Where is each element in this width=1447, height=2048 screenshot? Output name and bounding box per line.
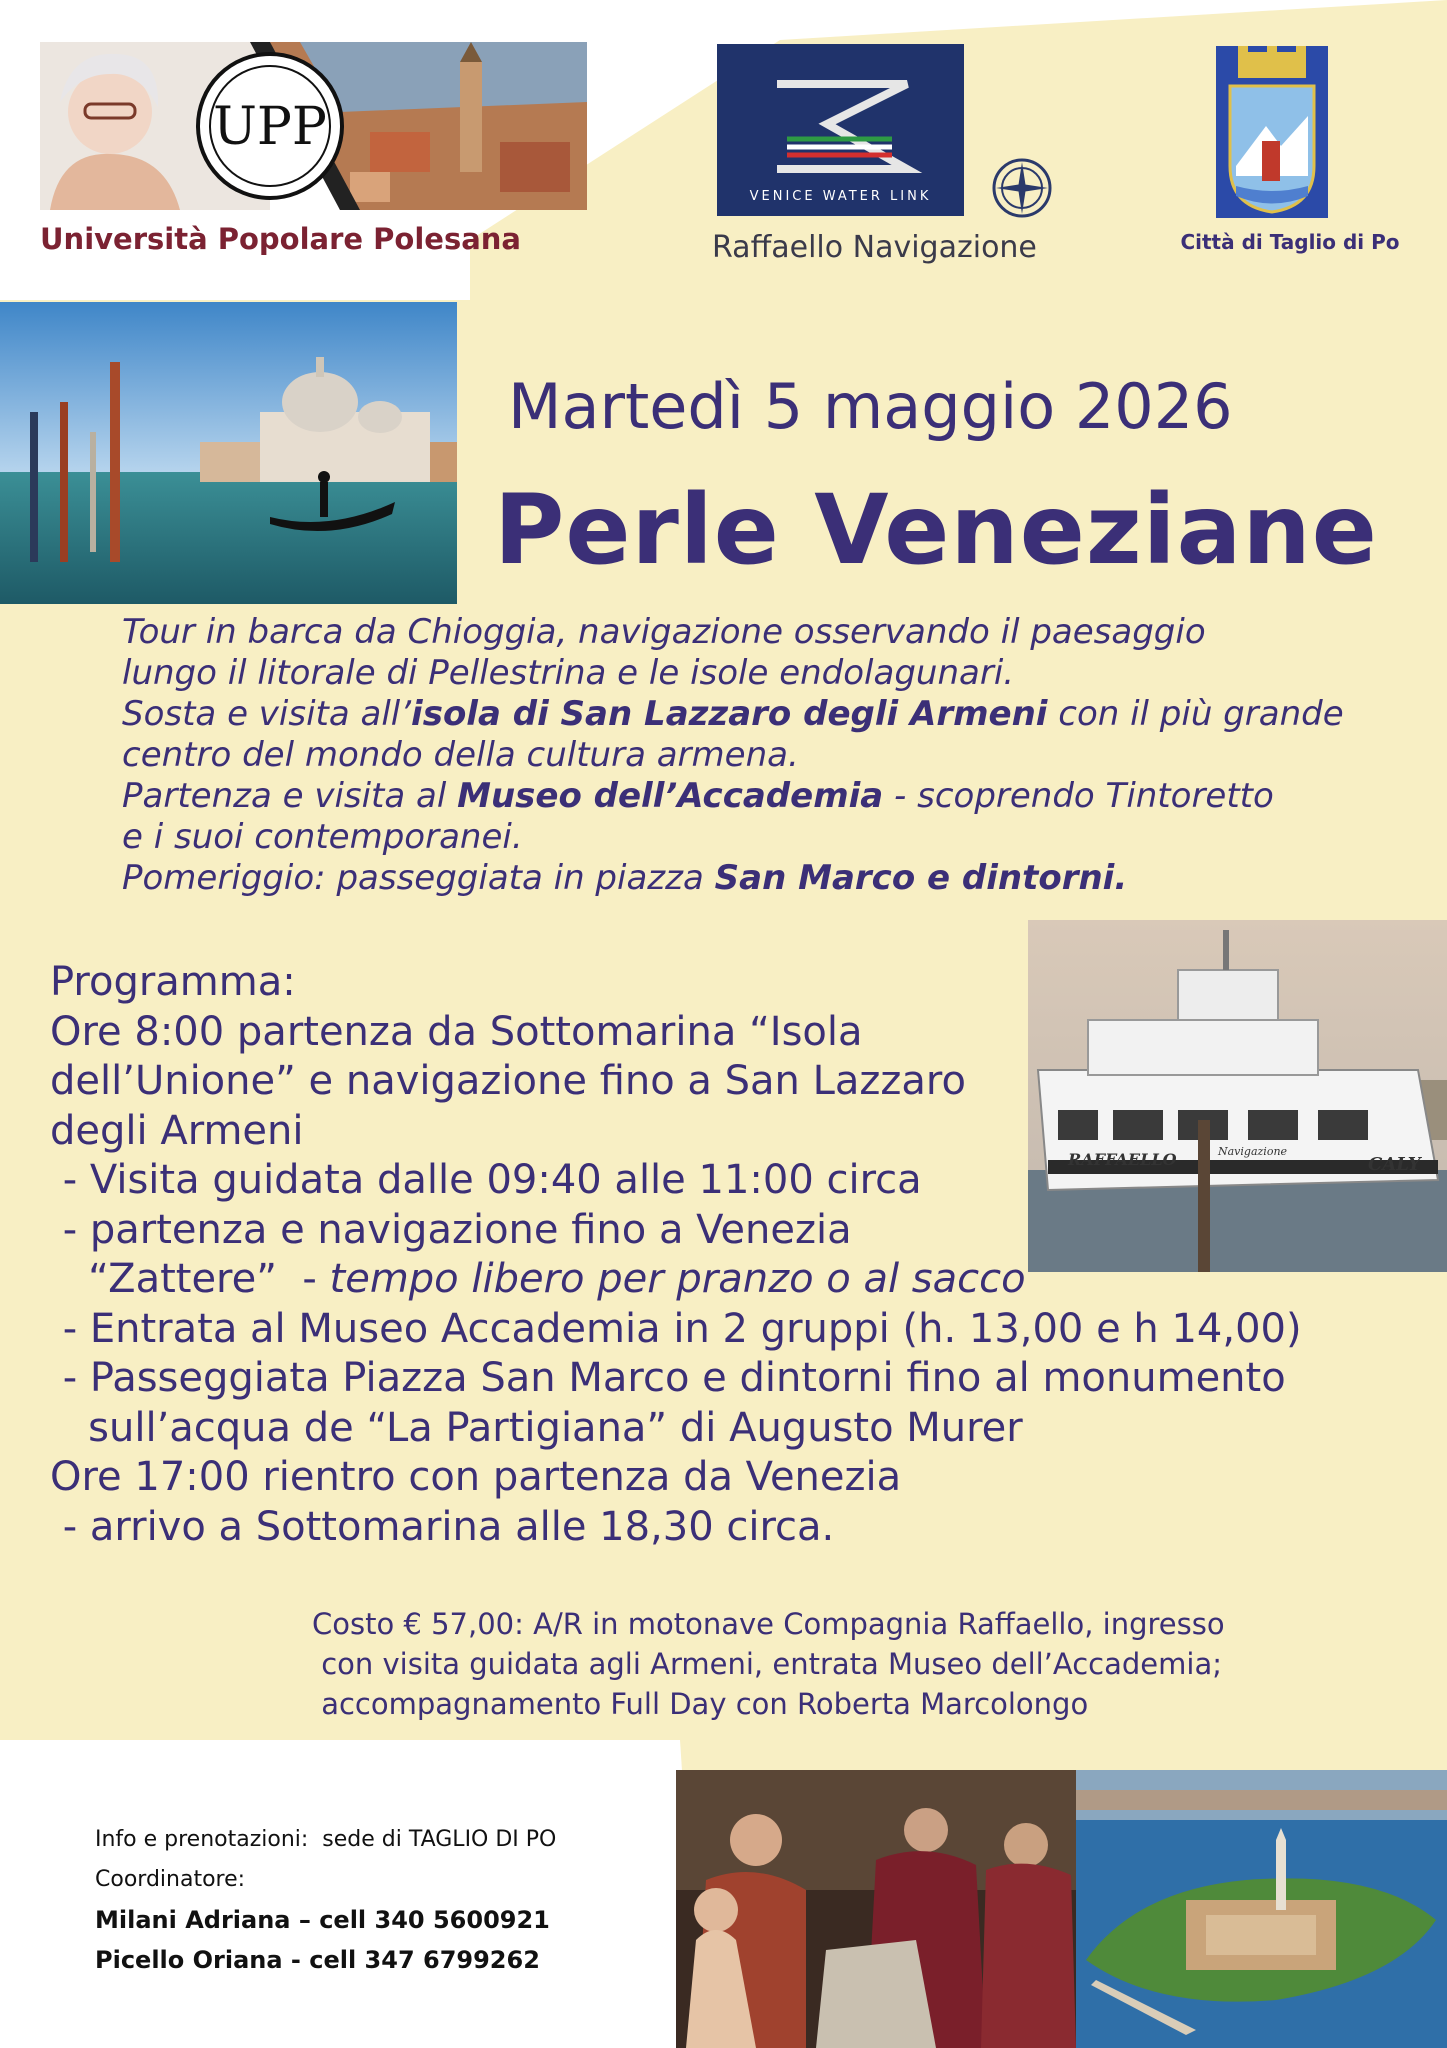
programma-line: - arrivo a Sottomarina alle 18,30 circa. [50, 1503, 835, 1550]
programma-line: - Entrata al Museo Accademia in 2 gruppi (h. 13,00 e h 14,00) [50, 1305, 1302, 1352]
intro-description [122, 612, 1422, 899]
cost-line: Costo € 57,00: A/R in motonave Compagnia Raffaello, ingresso [312, 1607, 1225, 1641]
programma-line: degli Armeni [50, 1107, 304, 1154]
coordinator-label: Coordinatore: [95, 1867, 246, 1892]
intro-line: Tour in barca da Chioggia, navigazione osservando il paesaggio [122, 612, 1206, 652]
programma-line: dell’Unione” e navigazione fino a San Lazzaro [50, 1058, 966, 1104]
intro-line: lungo il litorale di Pellestrina e le isole endolagunari. [122, 653, 1015, 693]
contact-milani: Milani Adriana – cell 340 5600921 [95, 1906, 550, 1934]
taglio-caption: Città di Taglio di Po [1180, 230, 1400, 254]
intro-line: centro del mondo della cultura armena. [122, 735, 799, 775]
programma-line: “Zattere” - tempo libero per pranzo o al sacco [50, 1256, 1026, 1302]
raffaello-caption: Raffaello Navigazione [712, 230, 1037, 265]
boat-navigazione-text: Navigazione [1218, 1145, 1288, 1158]
event-title: Perle Veneziane [494, 474, 1378, 586]
intro-line: e i suoi contemporanei. [122, 817, 523, 857]
cost-line: con visita guidata agli Armeni, entrata Museo dell’Accademia; [312, 1647, 1222, 1681]
intro-line: Sosta e visita all’isola di San Lazzaro degli Armeni con il più grande [122, 694, 1344, 734]
san-lazzaro-island-photo [1076, 1770, 1447, 2048]
tintoretto-painting-photo [676, 1770, 1076, 2048]
programma-section [50, 958, 1430, 1552]
upp-header-image [40, 42, 587, 210]
venice-water-link-logo [717, 44, 964, 216]
programma-line: - partenza e navigazione fino a Venezia [50, 1206, 852, 1253]
boat-caly-text: CALY [1368, 1154, 1421, 1175]
info-contacts [95, 1820, 675, 1980]
programma-line: - Passeggiata Piazza San Marco e dintorni fino al monumento [50, 1355, 1286, 1401]
programma-line: sull’acqua de “La Partigiana” di Augusto Murer [50, 1404, 1023, 1451]
taglio-di-po-crest [1216, 46, 1328, 218]
intro-line: Pomeriggio: passeggiata in piazza San Marco e dintorni. [122, 858, 1128, 898]
cost-line: accompagnamento Full Day con Roberta Marcolongo [312, 1687, 1089, 1721]
programma-line: - Visita guidata dalle 09:40 alle 11:00 circa [50, 1157, 922, 1203]
event-date: Martedì 5 maggio 2026 [508, 370, 1233, 443]
info-line: Info e prenotazioni: sede di TAGLIO DI PO [95, 1827, 557, 1852]
upp-caption: Università Popolare Polesana [40, 222, 522, 256]
cost-details [312, 1604, 1412, 1724]
programma-line: Ore 17:00 rientro con partenza da Venezia [50, 1454, 902, 1500]
boat-name-text: RAFFAELLO [1068, 1150, 1177, 1169]
venice-water-link-text: VENICE WATER LINK [749, 189, 932, 204]
upp-seal-letters: UPP [213, 97, 327, 157]
venice-santa-maria-salute-photo [0, 302, 457, 604]
contact-picello: Picello Oriana - cell 347 6799262 [95, 1946, 540, 1974]
programma-heading: Programma: [50, 959, 296, 1005]
intro-line: Partenza e visita al Museo dell’Accademia - scoprendo Tintoretto [122, 776, 1274, 816]
compass-icon [990, 156, 1054, 220]
programma-line: Ore 8:00 partenza da Sottomarina “Isola [50, 1008, 863, 1055]
